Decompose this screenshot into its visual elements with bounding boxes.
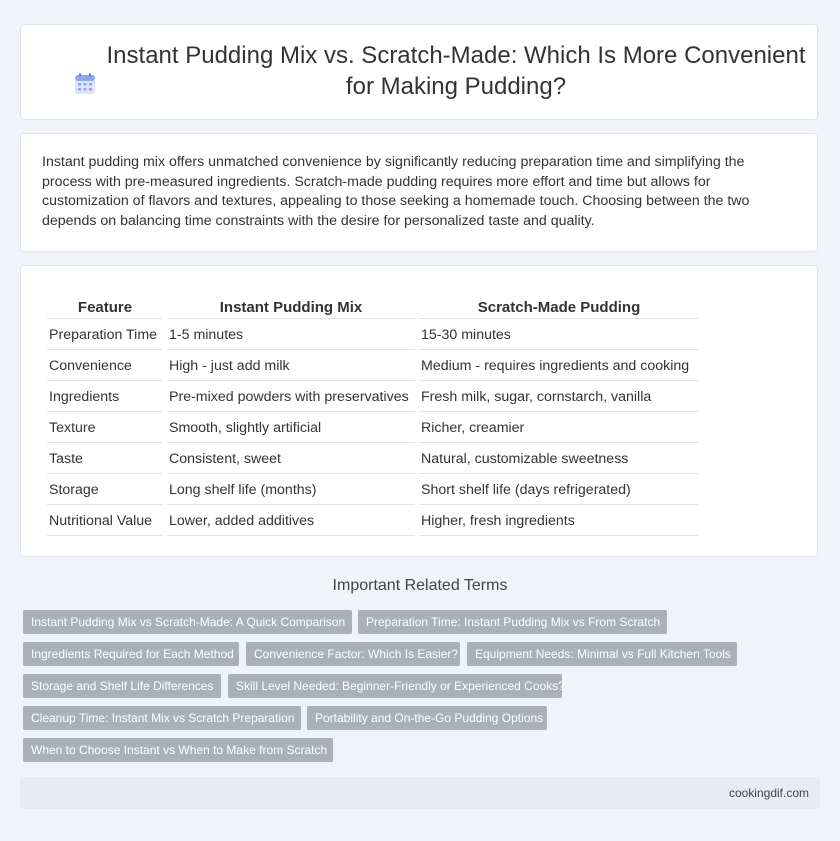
comparison-card (20, 265, 818, 557)
table-cell: High - just add milk (167, 352, 415, 381)
table-cell: Pre-mixed powders with preservatives (167, 383, 415, 412)
table-cell: Nutritional Value (47, 507, 163, 536)
table-cell: Higher, fresh ingredients (419, 507, 699, 536)
table-cell: Storage (47, 476, 163, 505)
related-tag[interactable]: Convenience Factor: Which Is Easier? (246, 642, 460, 666)
table-cell: 15-30 minutes (419, 321, 699, 350)
table-cell: Long shelf life (months) (167, 476, 415, 505)
column-header-feature: Feature (47, 294, 163, 319)
table-cell: Preparation Time (47, 321, 163, 350)
calendar-grid-icon (73, 72, 97, 96)
table-cell: Medium - requires ingredients and cooking (419, 352, 699, 381)
table-cell: Smooth, slightly artificial (167, 414, 415, 443)
table-cell: Richer, creamier (419, 414, 699, 443)
table-row (47, 414, 699, 443)
related-tag[interactable]: Instant Pudding Mix vs Scratch-Made: A Quick Comparison (23, 610, 352, 634)
table-cell: Natural, customizable sweetness (419, 445, 699, 474)
related-tag[interactable]: Ingredients Required for Each Method (23, 642, 239, 666)
table-row (47, 352, 699, 381)
table-cell: Taste (47, 445, 163, 474)
related-tag[interactable]: Portability and On-the-Go Pudding Options (307, 706, 547, 730)
table-header-row (47, 294, 699, 319)
table-row (47, 383, 699, 412)
table-cell: Convenience (47, 352, 163, 381)
table-row (47, 321, 699, 350)
related-tag[interactable]: Preparation Time: Instant Pudding Mix vs From Scratch (358, 610, 667, 634)
table-row (47, 445, 699, 474)
table-cell: Short shelf life (days refrigerated) (419, 476, 699, 505)
comparison-table (43, 292, 703, 538)
related-tag[interactable]: Storage and Shelf Life Differences (23, 674, 221, 698)
footer-site-name[interactable]: cookingdif.com (728, 786, 809, 800)
related-tag[interactable]: Skill Level Needed: Beginner-Friendly or Experienced Cooks? (228, 674, 562, 698)
summary-card (20, 133, 818, 252)
table-row (47, 476, 699, 505)
table-cell: Texture (47, 414, 163, 443)
related-tag[interactable]: Cleanup Time: Instant Mix vs Scratch Preparation (23, 706, 301, 730)
table-cell: Fresh milk, sugar, cornstarch, vanilla (419, 383, 699, 412)
related-terms-heading: Important Related Terms (332, 577, 508, 594)
related-tag[interactable]: When to Choose Instant vs When to Make from Scratch (23, 738, 333, 762)
page-title: Instant Pudding Mix vs. Scratch-Made: Which Is More Convenient for Making Pudding? (106, 42, 806, 100)
summary-text: Instant pudding mix offers unmatched convenience by significantly reducing preparation time and simplifying the process with pre-measured ingredients. Scratch-made pudding requires more effort and time but allows for customization of flavors and textures, appealing to those seeking a homemade touch. Choosing between the two depends on balancing time constraints with the desire for personalized taste and quality. (42, 154, 750, 229)
table-row (47, 507, 699, 536)
column-header-instant: Instant Pudding Mix (167, 294, 415, 319)
table-cell: Lower, added additives (167, 507, 415, 536)
footer (20, 777, 820, 809)
related-tag[interactable]: Equipment Needs: Minimal vs Full Kitchen Tools (467, 642, 737, 666)
table-cell: 1-5 minutes (167, 321, 415, 350)
table-cell: Consistent, sweet (167, 445, 415, 474)
column-header-scratch: Scratch-Made Pudding (419, 294, 699, 319)
table-cell: Ingredients (47, 383, 163, 412)
